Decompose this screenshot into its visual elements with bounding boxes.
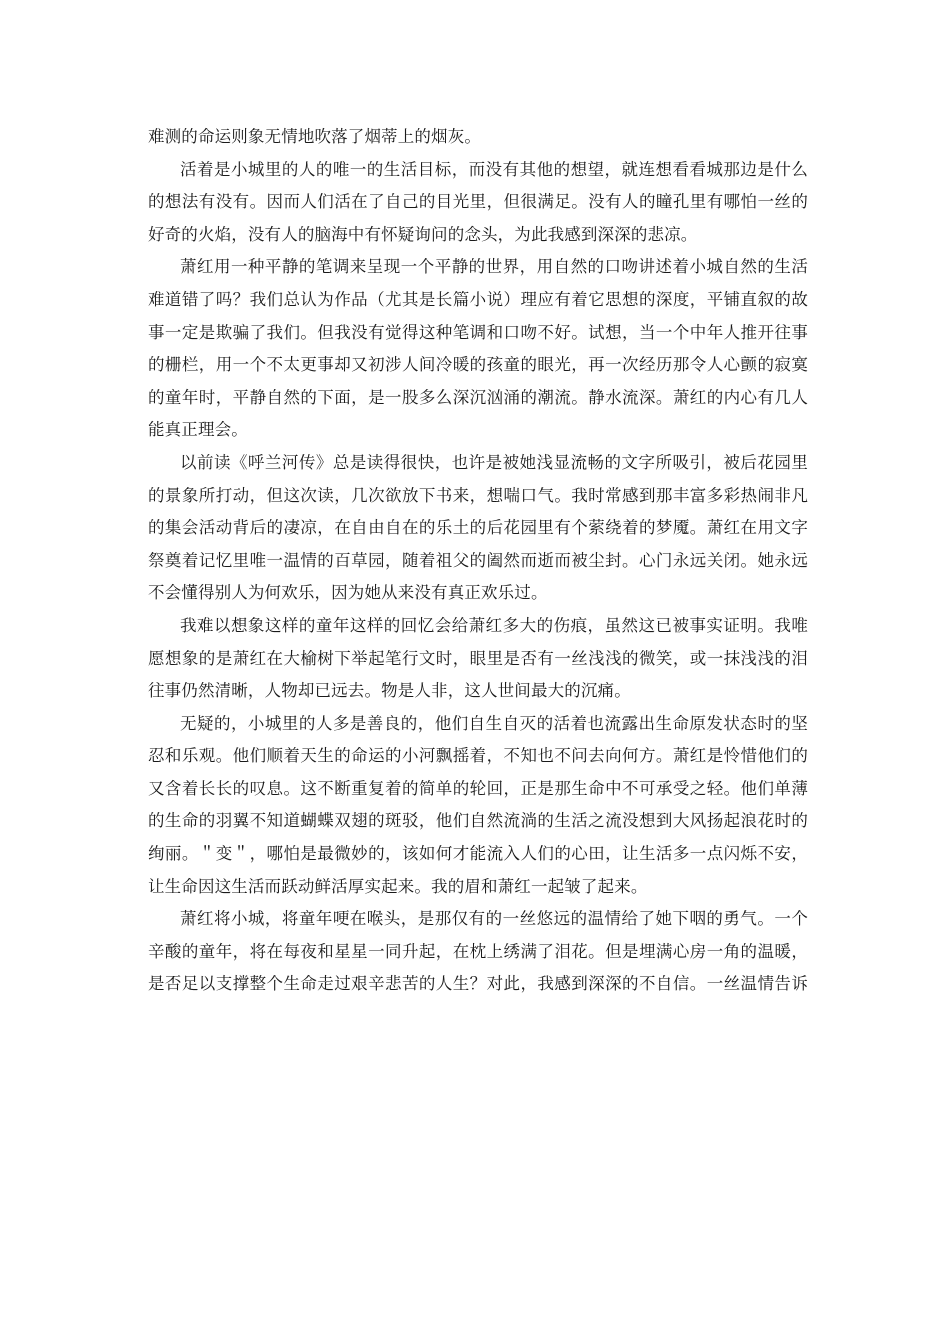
paragraph-line: 活着是小城里的人的唯一的生活目标，而没有其他的想望，就连想看看城那边是什么 [180, 159, 808, 179]
paragraph-line: 又含着长长的叹息。这不断重复着的简单的轮回，正是那生命中不可承受之轻。他们单薄 [148, 778, 808, 798]
paragraph-line: 萧红将小城，将童年哽在喉头，是那仅有的一丝悠远的温情给了她下咽的勇气。一个 [180, 909, 808, 929]
paragraph-line: 的景象所打动，但这次读，几次欲放下书来，想喘口气。我时常感到那丰富多彩热闹非凡 [148, 485, 808, 505]
paragraph-line: 无疑的，小城里的人多是善良的，他们自生自灭的活着也流露出生命原发状态时的坚 [180, 713, 808, 733]
paragraph-line: 我难以想象这样的童年这样的回忆会给萧红多大的伤痕，虽然这已被事实证明。我唯 [180, 615, 808, 635]
essay-body [148, 121, 808, 1001]
paragraph-line: 的想法有没有。因而人们活在了自己的目光里，但很满足。没有人的瞳孔里有哪怕一丝的 [148, 192, 808, 212]
paragraph-line: 好奇的火焰，没有人的脑海中有怀疑询问的念头，为此我感到深深的悲凉。 [148, 224, 698, 244]
paragraph-line: 辛酸的童年，将在每夜和星星一同升起，在枕上绣满了泪花。但是埋满心房一角的温暖， [148, 941, 808, 961]
paragraph-line: 难道错了吗？我们总认为作品（尤其是长篇小说）理应有着它思想的深度，平铺直叙的故 [148, 289, 808, 309]
paragraph-line: 不会懂得别人为何欢乐，因为她从来没有真正欢乐过。 [148, 583, 548, 603]
paragraph-line: 忍和乐观。他们顺着天生的命运的小河飘摇着，不知也不问去向何方。萧红是怜惜他们的 [148, 746, 808, 766]
paragraph-line: 往事仍然清晰，人物却已远去。物是人非，这人世间最大的沉痛。 [148, 681, 631, 701]
paragraph-line: 事一定是欺骗了我们。但我没有觉得这种笔调和口吻不好。试想，当一个中年人推开往事 [148, 322, 808, 342]
paragraph-line: 难测的命运则象无情地吹落了烟蒂上的烟灰。 [148, 127, 481, 146]
paragraph-line: 的生命的羽翼不知道蝴蝶双翅的斑驳，他们自然流淌的生活之流没想到大风扬起浪花时的 [148, 811, 808, 831]
paragraph-line: 的集会活动背后的凄凉，在自由自在的乐土的后花园里有个萦绕着的梦魇。萧红在用文字 [148, 518, 808, 538]
paragraph-line: 的栅栏，用一个不太更事却又初涉人间冷暖的孩童的眼光，再一次经历那令人心颤的寂寞 [148, 355, 808, 375]
paragraph-line: 萧红用一种平静的笔调来呈现一个平静的世界，用自然的口吻讲述着小城自然的生活 [180, 257, 808, 277]
paragraph-line: 绚丽。＂变＂，哪怕是最微妙的，该如何才能流入人们的心田，让生活多一点闪烁不安， [148, 844, 808, 864]
paragraph-line: 祭奠着记忆里唯一温情的百草园，随着祖父的阖然而逝而被尘封。心门永远关闭。她永远 [148, 550, 808, 570]
paragraph-line: 是否足以支撑整个生命走过艰辛悲苦的人生？对此，我感到深深的不自信。一丝温情告诉 [148, 974, 808, 994]
paragraph-line: 的童年时，平静自然的下面，是一股多么深沉汹涌的潮流。静水流深。萧红的内心有几人 [148, 387, 808, 407]
paragraph-line: 能真正理会。 [148, 420, 248, 440]
paragraph-line: 让生命因这生活而跃动鲜活厚实起来。我的眉和萧红一起皱了起来。 [148, 876, 648, 896]
paragraph-line: 以前读《呼兰河传》总是读得很快，也许是被她浅显流畅的文字所吸引，被后花园里 [180, 452, 808, 472]
paragraph-line: 愿想象的是萧红在大榆树下举起笔行文时，眼里是否有一丝浅浅的微笑，或一抹浅浅的泪 [148, 648, 808, 668]
